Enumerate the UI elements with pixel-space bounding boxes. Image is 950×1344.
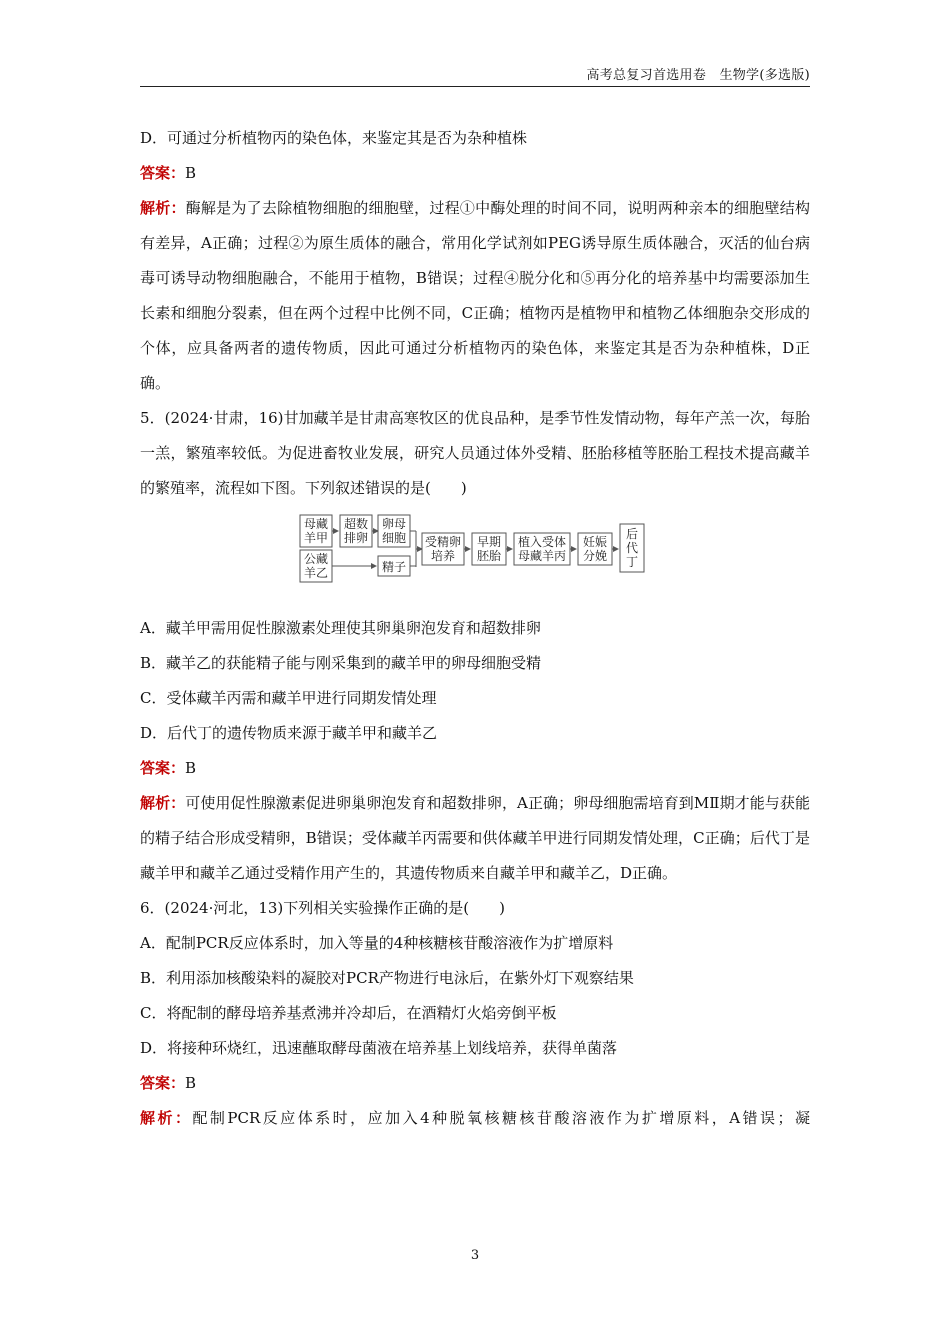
analysis-label: 解析： [140, 199, 186, 217]
flow-box-superovulation [340, 515, 372, 547]
answer-label: 答案： [140, 1074, 186, 1092]
svg-text:母藏: 母藏 [303, 517, 329, 531]
svg-text:羊甲: 羊甲 [303, 531, 329, 545]
answer-value: B [185, 1074, 197, 1092]
q6-option-d: D．将接种环烧红，迅速蘸取酵母菌液在培养基上划线培养，获得单菌落 [140, 1039, 618, 1057]
flow-box-pregnancy [578, 533, 612, 565]
flow-box-oocyte [378, 515, 410, 547]
q4-answer [140, 156, 810, 191]
flow-box-offspring [620, 524, 644, 572]
q6-stem: 6．(2024·河北，13)下列相关实验操作正确的是( ) [140, 899, 505, 917]
q5-flow-diagram [140, 506, 810, 611]
page-content [140, 121, 810, 1136]
page-header: 高考总复习首选用卷 生物学(多选版) [586, 68, 810, 83]
svg-text:受精卵: 受精卵 [424, 535, 462, 549]
svg-text:排卵: 排卵 [343, 531, 369, 545]
q4-option-d: D．可通过分析植物丙的染色体，来鉴定其是否为杂种植株 [140, 129, 528, 147]
q4-analysis [140, 191, 810, 401]
q6-answer [140, 1066, 810, 1101]
q5-option-d: D．后代丁的遗传物质来源于藏羊甲和藏羊乙 [140, 724, 438, 742]
answer-label: 答案： [140, 759, 186, 777]
q6-analysis [140, 1101, 810, 1136]
q5-option-a: A．藏羊甲需用促性腺激素处理使其卵巢卵泡发育和超数排卵 [140, 619, 541, 637]
svg-text:羊乙: 羊乙 [303, 566, 329, 580]
q5-analysis [140, 786, 810, 891]
svg-text:丁: 丁 [625, 555, 639, 569]
svg-text:后: 后 [625, 527, 639, 541]
analysis-text: 可使用促性腺激素促进卵巢卵泡发育和超数排卵，A正确；卵母细胞需培育到MⅡ期才能与获能的精子结合形成受精卵，B错误；受体藏羊丙需要和供体藏羊甲进行同期发情处理，C正确；后代丁是藏羊甲和藏羊乙通过受精作用产生的，其遗传物质来自藏羊甲和藏羊乙，D正确。 [140, 794, 810, 882]
analysis-text: 配制PCR反应体系时，应加入4种脱氧核糖核苷酸溶液作为扩增原料，A错误；凝 [192, 1109, 810, 1127]
svg-text:公藏: 公藏 [303, 552, 329, 566]
svg-text:胚胎: 胚胎 [476, 549, 502, 563]
flow-box-zygote-culture [422, 533, 464, 565]
svg-text:超数: 超数 [343, 517, 369, 531]
svg-text:精子: 精子 [381, 560, 407, 574]
answer-value: B [185, 164, 197, 182]
analysis-label: 解析： [140, 794, 186, 812]
svg-text:培养: 培养 [430, 549, 456, 563]
q5-stem: 5．(2024·甘肃，16)甘加藏羊是甘肃高寒牧区的优良品种，是季节性发情动物，每年产羔一次，每胎一羔，繁殖率较低。为促进畜牧业发展，研究人员通过体外受精、胚胎移植等胚胎工程技术提高藏羊的繁殖率，流程如下图。下列叙述错误的是( ) [140, 409, 810, 497]
analysis-text: 酶解是为了去除植物细胞的细胞壁，过程①中酶处理的时间不同，说明两种亲本的细胞壁结构有差异，A正确；过程②为原生质体的融合，常用化学试剂如PEG诱导原生质体融合，灭活的仙台病毒可诱导动物细胞融合，不能用于植物，B错误；过程④脱分化和⑤再分化的培养基中均需要添加生长素和细胞分裂素，但在两个过程中比例不同，C正确；植物丙是植物甲和植物乙体细胞杂交形成的个体，应具备两者的遗传物质，因此可通过分析植物丙的染色体，来鉴定其是否为杂种植株，D正确。 [140, 199, 810, 392]
svg-text:卵母: 卵母 [381, 517, 407, 531]
header-rule [140, 86, 810, 87]
q5-option-c: C．受体藏羊丙需和藏羊甲进行同期发情处理 [140, 689, 437, 707]
svg-text:代: 代 [625, 541, 639, 555]
q5-answer [140, 751, 810, 786]
flow-box-ewe-a [300, 515, 332, 547]
q6-option-a: A．配制PCR反应体系时，加入等量的4种核糖核苷酸溶液作为扩增原料 [140, 934, 614, 952]
q6-option-b: B．利用添加核酸染料的凝胶对PCR产物进行电泳后，在紫外灯下观察结果 [140, 969, 634, 987]
svg-text:妊娠: 妊娠 [582, 535, 608, 549]
svg-text:细胞: 细胞 [381, 531, 407, 545]
svg-text:母藏羊丙: 母藏羊丙 [517, 549, 567, 563]
page-number: 3 [470, 1248, 480, 1263]
q6-option-c: C．将配制的酵母培养基煮沸并冷却后，在酒精灯火焰旁倒平板 [140, 1004, 557, 1022]
flow-box-ram-b [300, 550, 332, 582]
flow-diagram-svg [298, 512, 650, 602]
flow-box-early-embryo [472, 533, 506, 565]
svg-text:分娩: 分娩 [582, 549, 608, 563]
analysis-label: 解析： [140, 1109, 193, 1127]
q5-option-b: B．藏羊乙的获能精子能与刚采集到的藏羊甲的卵母细胞受精 [140, 654, 542, 672]
answer-value: B [185, 759, 197, 777]
answer-label: 答案： [140, 164, 186, 182]
flow-box-implant-recipient [514, 533, 570, 565]
svg-text:植入受体: 植入受体 [517, 535, 567, 549]
flow-box-sperm [378, 556, 410, 576]
svg-text:早期: 早期 [476, 535, 502, 549]
